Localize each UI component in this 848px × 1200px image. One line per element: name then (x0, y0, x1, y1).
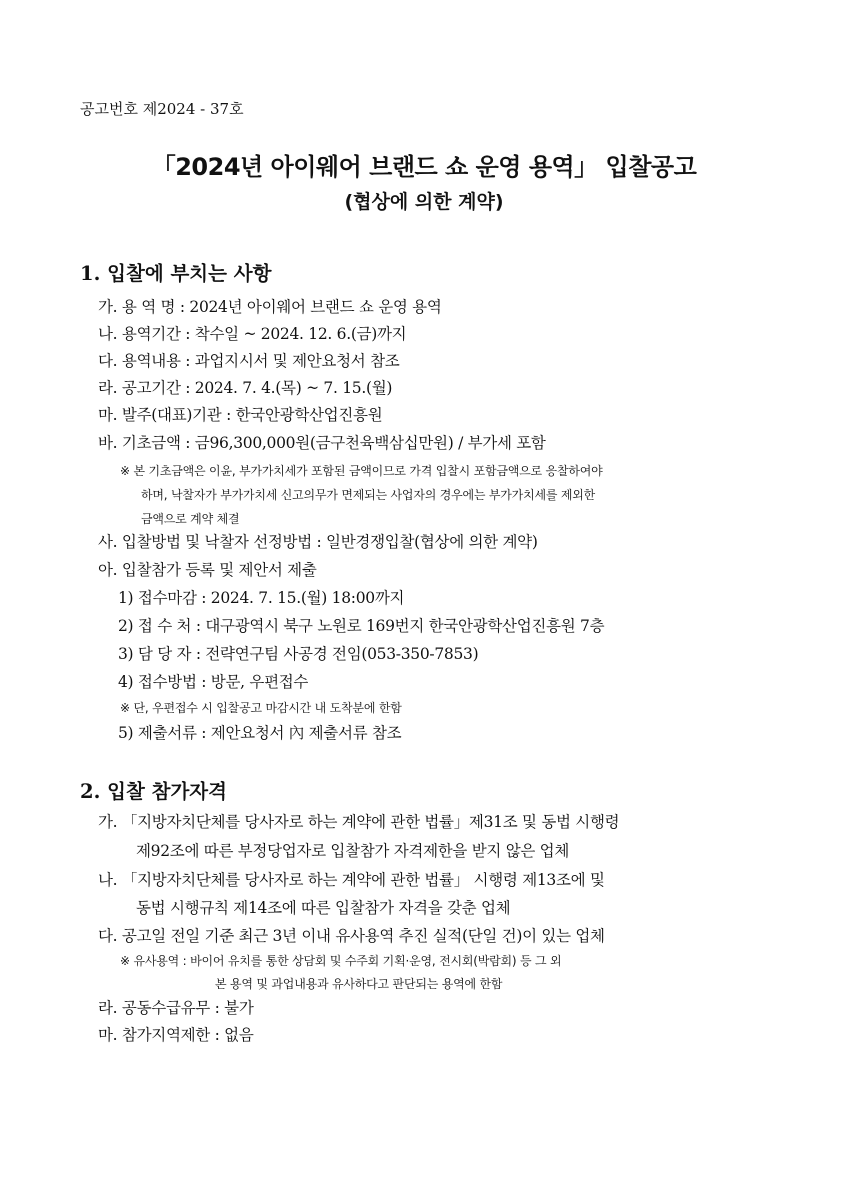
mail-note: ※ 단, 우편접수 시 입찰공고 마감시간 내 도착분에 한함 (120, 701, 402, 715)
qualification-ra: 라. 공동수급유무 : 불가 (98, 999, 254, 1017)
section-heading-bid-items: 1. 입찰에 부치는 사항 (80, 262, 272, 285)
item-notice-period: 라. 공고기간 : 2024. 7. 4.(목) ~ 7. 15.(월) (98, 379, 393, 397)
sub-item-deadline: 1) 접수마감 : 2024. 7. 15.(월) 18:00까지 (118, 589, 405, 607)
sub-item-receiving-place: 2) 접 수 처 : 대구광역시 북구 노원로 169번지 한국안광학산업진흥원 7층 (118, 617, 605, 635)
notice-number: 공고번호 제2024 - 37호 (80, 100, 244, 118)
page-subtitle: (협상에 의한 계약) (344, 191, 504, 213)
page-title: 「2024년 아이웨어 브랜드 쇼 운영 용역」 입찰공고 (151, 153, 697, 181)
sub-item-submit-method: 4) 접수방법 : 방문, 우편접수 (118, 673, 309, 691)
item-ordering-agency: 마. 발주(대표)기관 : 한국안광학산업진흥원 (98, 406, 383, 424)
item-bid-method: 사. 입찰방법 및 낙찰자 선정방법 : 일반경쟁입찰(협상에 의한 계약) (98, 533, 538, 551)
item-service-period: 나. 용역기간 : 착수일 ~ 2024. 12. 6.(금)까지 (98, 325, 407, 343)
qualification-na-line: 나. 「지방자치단체를 당사자로 하는 계약에 관한 법률」 시행령 제13조에 및 (98, 871, 605, 889)
qualification-ga-line: 제92조에 따른 부정당업자로 입찰참가 자격제한을 받지 않은 업체 (136, 842, 570, 860)
item-service-content: 다. 용역내용 : 과업지시서 및 제안요청서 참조 (98, 352, 400, 370)
item-base-price: 바. 기초금액 : 금96,300,000원(금구천육백삼십만원) / 부가세 포함 (98, 434, 546, 452)
item-service-name: 가. 용 역 명 : 2024년 아이웨어 브랜드 쇼 운영 용역 (98, 298, 442, 316)
section-heading-qualifications: 2. 입찰 참가자격 (80, 780, 227, 803)
qualification-ga-line: 가. 「지방자치단체를 당사자로 하는 계약에 관한 법률」제31조 및 동법 시행령 (98, 813, 620, 831)
price-note-line: 금액으로 계약 체결 (141, 512, 240, 526)
sub-item-documents: 5) 제출서류 : 제안요청서 內 제출서류 참조 (118, 724, 402, 742)
qualification-na-line: 동법 시행규칙 제14조에 따른 입찰참가 자격을 갖춘 업체 (136, 899, 511, 917)
qualification-ma: 마. 참가지역제한 : 없음 (98, 1026, 254, 1044)
similar-service-note-line: ※ 유사용역 : 바이어 유치를 통한 상담회 및 수주회 기획·운영, 전시회(박람회) 등 그 외 (120, 954, 562, 968)
price-note-line: 하며, 낙찰자가 부가가치세 신고의무가 면제되는 사업자의 경우에는 부가가치세를 제외한 (141, 488, 596, 502)
qualification-da: 다. 공고일 전일 기준 최근 3년 이내 유사용역 추진 실적(단일 건)이 있는 업체 (98, 927, 605, 945)
similar-service-note-line: 본 용역 및 과업내용과 유사하다고 판단되는 용역에 한함 (215, 977, 503, 991)
item-registration: 아. 입찰참가 등록 및 제안서 제출 (98, 561, 317, 579)
sub-item-contact: 3) 담 당 자 : 전략연구팀 사공경 전임(053-350-7853) (118, 645, 479, 663)
price-note-line: ※ 본 기초금액은 이윤, 부가가치세가 포함된 금액이므로 가격 입찰시 포함금액으로 응찰하여야 (120, 464, 603, 478)
